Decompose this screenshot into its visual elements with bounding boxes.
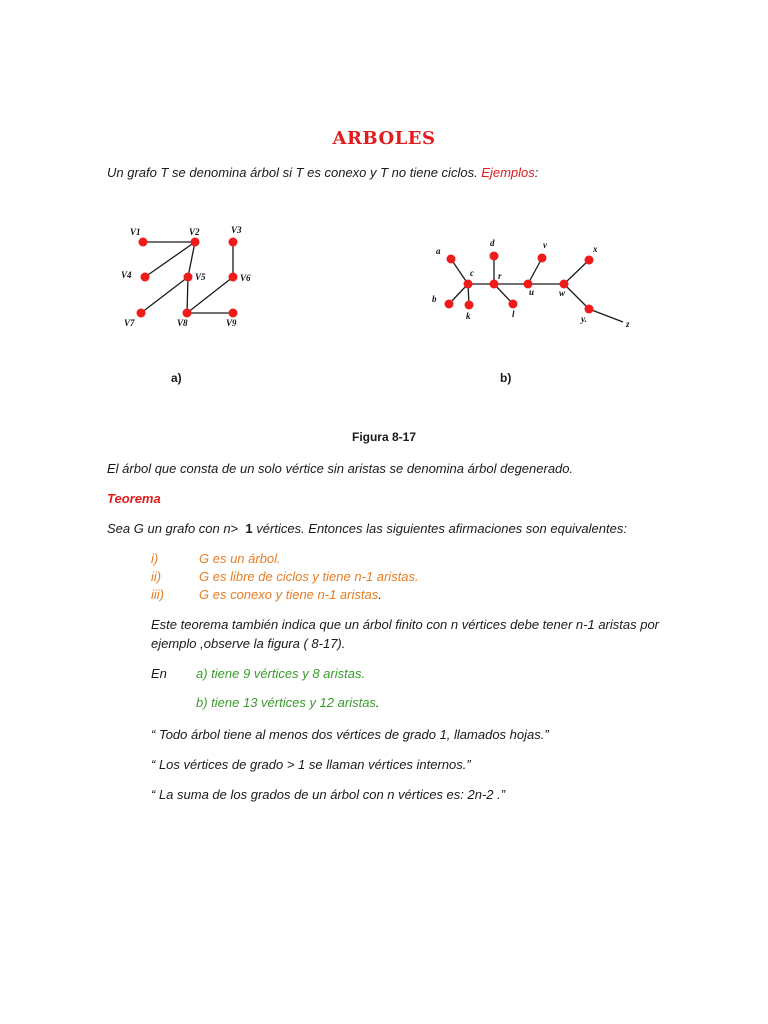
edge-v5-v8	[187, 277, 188, 313]
label-k: k	[466, 311, 471, 321]
graph-b-count-line	[196, 694, 380, 712]
graph-a	[115, 220, 265, 335]
theorem-item-3	[151, 586, 382, 604]
quote-leaves: “ Todo árbol tiene al menos dos vértices de grado 1, llamados hojas.”	[151, 727, 549, 742]
theorem-statement-pre: Sea G un grafo con n	[107, 521, 231, 536]
node-v4	[141, 273, 150, 282]
quote-internal-vertices: “ Los vértices de grado > 1 se llaman vértices internos.”	[151, 757, 471, 772]
node-v8	[183, 309, 192, 318]
node-v1	[139, 238, 148, 247]
item-text: G es conexo y tiene n-1 aristas	[199, 587, 379, 602]
edge-v2-v5	[188, 242, 195, 277]
label-v1: V1	[130, 227, 141, 237]
graph-b-trail: .	[375, 695, 380, 710]
intro-colon: :	[534, 165, 539, 180]
figure-caption: Figura 8-17	[351, 430, 417, 444]
label-v3: V3	[231, 225, 242, 235]
theorem-statement	[107, 520, 627, 538]
label-z: z	[626, 319, 630, 329]
theorem-heading: Teorema	[107, 491, 161, 506]
item-number: ii)	[151, 569, 162, 584]
edge-x-w	[564, 260, 589, 284]
figure-label-a: a)	[171, 371, 182, 385]
node-d	[490, 252, 499, 261]
graph-b-nodes	[445, 252, 594, 314]
node-c	[464, 280, 473, 289]
edge-w-y	[564, 284, 589, 309]
node-a	[447, 255, 456, 264]
label-l: l	[512, 309, 515, 319]
node-l	[509, 300, 518, 309]
label-w: w	[559, 288, 566, 298]
node-v9	[229, 309, 238, 318]
label-r: r	[498, 271, 502, 281]
label-v9: V9	[226, 318, 237, 328]
item-text: G es un árbol.	[199, 551, 281, 566]
edge-v5-v7	[141, 277, 188, 313]
node-v2	[191, 238, 200, 247]
examples-label: Ejemplos	[481, 165, 535, 180]
item-number: i)	[151, 551, 159, 566]
node-x	[585, 256, 594, 265]
theorem-item-1	[151, 550, 281, 568]
page-title: ARBOLES	[332, 128, 436, 149]
theorem-note-line-1: Este teorema también indica que un árbol finito con n vértices debe tener n-1 aristas por	[151, 617, 660, 632]
intro-text: Un grafo T se denomina árbol si T es conexo y T no tiene ciclos.	[107, 165, 482, 180]
en-label: En	[151, 666, 167, 681]
label-b: b	[432, 294, 437, 304]
node-v7	[137, 309, 146, 318]
quote-degree-sum: “ La suma de los grados de un árbol con n vértices es: 2n-2 .”	[151, 787, 506, 802]
item-trail: .	[378, 587, 382, 602]
edge-v8-v6	[187, 277, 233, 313]
theorem-note-line-2: ejemplo ,observe la figura ( 8-17).	[151, 636, 346, 651]
graph-b-edges	[449, 256, 623, 322]
degenerate-paragraph: El árbol que consta de un solo vértice sin aristas se denomina árbol degenerado.	[107, 461, 574, 476]
edge-v2-v4	[145, 242, 195, 277]
theorem-item-2	[151, 568, 419, 586]
node-b	[445, 300, 454, 309]
node-v3	[229, 238, 238, 247]
item-text: G es libre de ciclos y tiene n-1 aristas.	[199, 569, 419, 584]
label-v2: V2	[189, 227, 200, 237]
label-v7: V7	[124, 318, 135, 328]
label-y: y.	[581, 314, 587, 324]
label-a: a	[436, 246, 441, 256]
label-v8: V8	[177, 318, 188, 328]
edge-y-z	[589, 309, 623, 322]
label-v5: V5	[195, 272, 206, 282]
node-v6	[229, 273, 238, 282]
node-v5	[184, 273, 193, 282]
figure-label-b: b)	[500, 371, 512, 385]
theorem-statement-post: vértices. Entonces las siguientes afirmaciones son equivalentes:	[252, 521, 627, 536]
label-c: c	[470, 268, 474, 278]
item-number: iii)	[151, 587, 164, 602]
label-v4: V4	[121, 270, 132, 280]
label-d: d	[490, 238, 495, 248]
node-k	[465, 301, 474, 310]
graph-a-count: a) tiene 9 vértices y 8 aristas.	[196, 666, 366, 681]
node-v	[538, 254, 547, 263]
node-y	[585, 305, 594, 314]
theorem-one: 1	[245, 521, 253, 536]
graph-b	[425, 236, 640, 336]
label-u: u	[529, 287, 535, 297]
edge-a-c	[451, 259, 468, 284]
label-x: x	[593, 244, 598, 254]
label-v: v	[543, 240, 547, 250]
label-v6: V6	[240, 273, 251, 283]
intro-paragraph	[107, 164, 538, 182]
graph-b-count: b) tiene 13 vértices y 12 aristas	[196, 695, 376, 710]
greater-than-sign: >	[230, 521, 239, 536]
